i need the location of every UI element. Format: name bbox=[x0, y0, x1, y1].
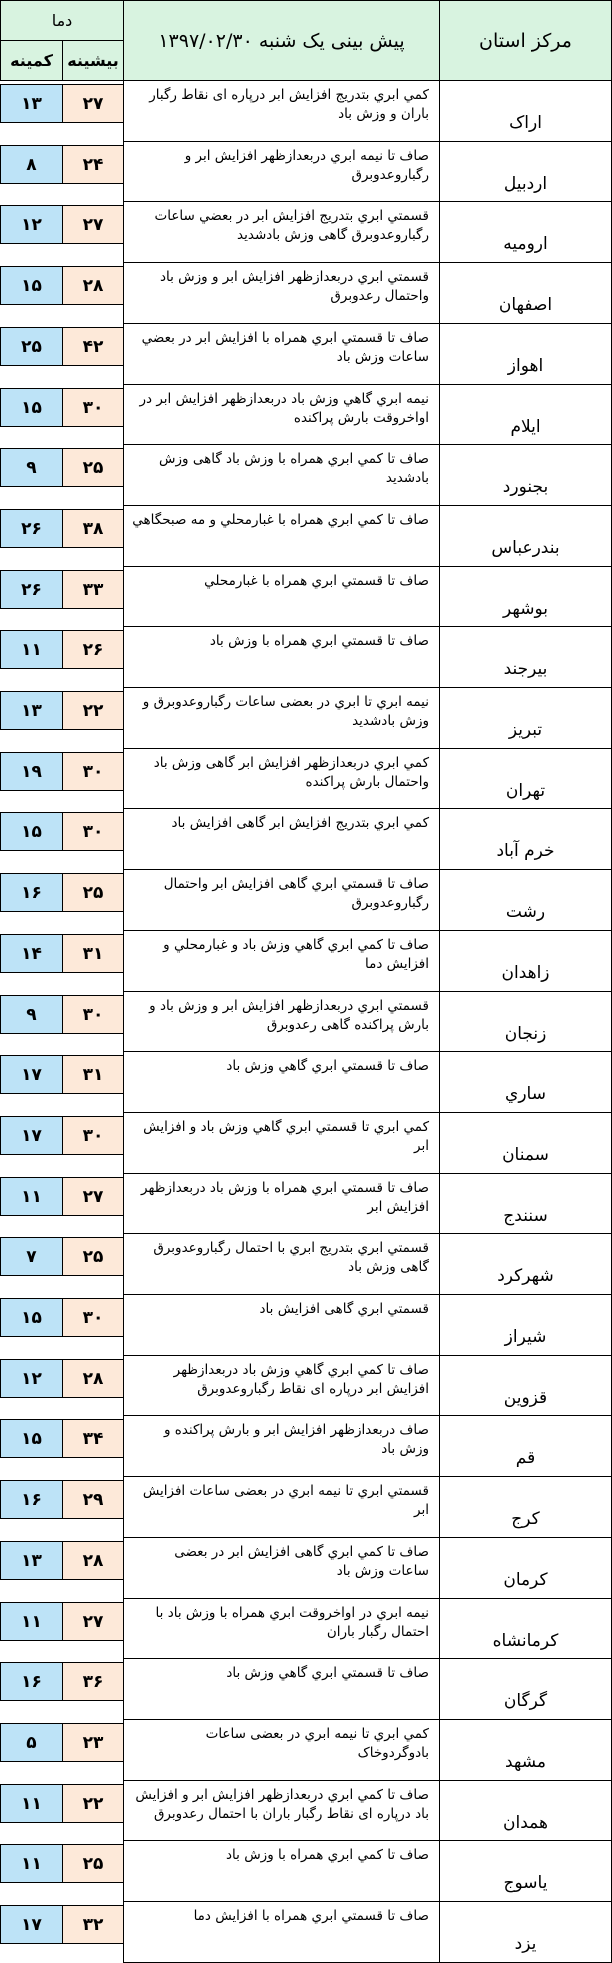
province-city: اردبیل bbox=[439, 141, 612, 202]
min-temperature: ۱۱ bbox=[0, 1784, 63, 1823]
province-city: کرج bbox=[439, 1476, 612, 1538]
min-temperature: ۱۱ bbox=[0, 1177, 63, 1216]
forecast-text: قسمتي ابري بتدريج ابري با احتمال رگباروعدوبرق گاهی وزش باد bbox=[123, 1233, 440, 1295]
province-city: شیراز bbox=[439, 1294, 612, 1356]
province-city: رشت bbox=[439, 869, 612, 931]
province-city: سنندج bbox=[439, 1173, 612, 1234]
province-city: گرگان bbox=[439, 1658, 612, 1720]
header-temperature-label: دما bbox=[51, 11, 73, 30]
min-temperature: ۱۵ bbox=[0, 266, 63, 305]
province-city: ارومیه bbox=[439, 201, 612, 263]
province-city: تبریز bbox=[439, 687, 612, 749]
forecast-text: صاف تا كمي ابري گاهی افزايش ابر در بعضی ساعات وزش باد bbox=[123, 1537, 440, 1599]
max-temperature: ۲۷ bbox=[62, 1602, 124, 1641]
forecast-text: كمي ابري تا نيمه ابري در بعضی ساعات بادوگردوخاک bbox=[123, 1719, 440, 1781]
max-temperature: ۳۳ bbox=[62, 570, 124, 609]
forecast-text: صاف تا قسمتي ابري گاهي وزش باد bbox=[123, 1051, 440, 1113]
province-city: زاهدان bbox=[439, 930, 612, 992]
min-temperature: ۲۶ bbox=[0, 509, 63, 548]
forecast-text: نيمه ابري تا ابري در بعضی ساعات رگباروعدوبرق و وزش بادشديد bbox=[123, 687, 440, 749]
forecast-text: صاف تا كمي ابري همراه با وزش باد گاهی وزش بادشديد bbox=[123, 444, 440, 506]
min-temperature: ۹ bbox=[0, 995, 63, 1034]
max-temperature: ۳۸ bbox=[62, 509, 124, 548]
forecast-text: نيمه ابري در اواخروقت ابري همراه با وزش باد با احتمال رگبار باران bbox=[123, 1598, 440, 1659]
max-temperature: ۳۶ bbox=[62, 1662, 124, 1701]
max-temperature: ۳۰ bbox=[62, 1298, 124, 1337]
forecast-text: صاف تا كمي ابري همراه با غبارمحلي و مه صبحگاهي bbox=[123, 505, 440, 567]
province-city: مشهد bbox=[439, 1719, 612, 1781]
province-city: شهرکرد bbox=[439, 1233, 612, 1295]
max-temperature: ۲۵ bbox=[62, 1844, 124, 1883]
max-temperature: ۲۴ bbox=[62, 145, 124, 184]
forecast-text: صاف تا كمي ابري گاهي وزش باد و غبارمحلي و افزايش دما bbox=[123, 930, 440, 992]
max-temperature: ۳۲ bbox=[62, 1905, 124, 1944]
forecast-text: صاف تا كمي ابري گاهي وزش باد دربعدازظهر افزايش ابر درپاره ای نقاط رگباروعدوبرق bbox=[123, 1355, 440, 1416]
max-temperature: ۲۵ bbox=[62, 448, 124, 487]
min-temperature: ۱۶ bbox=[0, 1480, 63, 1519]
province-city: قزوین bbox=[439, 1355, 612, 1416]
min-temperature: ۱۴ bbox=[0, 934, 63, 973]
max-temperature: ۲۷ bbox=[62, 84, 124, 123]
min-temperature: ۱۱ bbox=[0, 630, 63, 669]
min-temperature: ۱۱ bbox=[0, 1602, 63, 1641]
forecast-text: نيمه ابري گاهي وزش باد دربعدازظهر افزايش ابر در اواخروقت بارش پراکنده bbox=[123, 384, 440, 445]
province-city: کرمانشاه bbox=[439, 1598, 612, 1659]
province-city: ساري bbox=[439, 1051, 612, 1113]
province-city: اراک bbox=[439, 80, 612, 142]
max-temperature: ۳۴ bbox=[62, 1419, 124, 1458]
min-temperature: ۱۷ bbox=[0, 1055, 63, 1094]
forecast-text: صاف دربعدازظهر افزايش ابر و بارش پراكنده و وزش باد bbox=[123, 1415, 440, 1477]
max-temperature: ۳۰ bbox=[62, 388, 124, 427]
header-forecast-label: پیش بینی یک شنبه ۱۳۹۷/۰۲/۳۰ bbox=[158, 29, 405, 52]
min-temperature: ۱۲ bbox=[0, 205, 63, 244]
max-temperature: ۲۲ bbox=[62, 1784, 124, 1823]
min-temperature: ۱۱ bbox=[0, 1844, 63, 1883]
forecast-text: صاف تا قسمتي ابري همراه با افزايش دما bbox=[123, 1901, 440, 1963]
min-temperature: ۱۶ bbox=[0, 1662, 63, 1701]
min-temperature: ۲۵ bbox=[0, 327, 63, 366]
province-city: زنجان bbox=[439, 991, 612, 1052]
min-temperature: ۱۵ bbox=[0, 1298, 63, 1337]
forecast-text: صاف تا قسمتي ابري همراه با افزايش ابر در بعضي ساعات وزش باد bbox=[123, 323, 440, 385]
max-temperature: ۲۸ bbox=[62, 266, 124, 305]
forecast-text: قسمتي ابري تا نيمه ابري در بعضی ساعات افزايش ابر bbox=[123, 1476, 440, 1538]
header-max-column bbox=[62, 40, 124, 81]
province-city: اهواز bbox=[439, 323, 612, 385]
max-temperature: ۳۰ bbox=[62, 1116, 124, 1155]
min-temperature: ۱۶ bbox=[0, 873, 63, 912]
forecast-text: صاف تا قسمتي ابري همراه با وزش باد bbox=[123, 626, 440, 688]
min-temperature: ۹ bbox=[0, 448, 63, 487]
min-temperature: ۱۷ bbox=[0, 1116, 63, 1155]
province-city: تهران bbox=[439, 748, 612, 809]
forecast-text: صاف تا قسمتي ابري همراه با وزش باد دربعدازظهر افزايش ابر bbox=[123, 1173, 440, 1234]
header-forecast-column bbox=[123, 0, 440, 81]
max-temperature: ۲۵ bbox=[62, 1237, 124, 1276]
min-temperature: ۱۳ bbox=[0, 84, 63, 123]
min-temperature: ۱۳ bbox=[0, 1541, 63, 1580]
forecast-text: صاف تا قسمتي ابري گاهي وزش باد bbox=[123, 1658, 440, 1720]
min-temperature: ۱۳ bbox=[0, 691, 63, 730]
forecast-text: صاف تا نيمه ابري دربعدازظهر افزايش ابر و رگباروعدوبرق bbox=[123, 141, 440, 202]
province-city: بوشهر bbox=[439, 566, 612, 627]
max-temperature: ۳۱ bbox=[62, 1055, 124, 1094]
max-temperature: ۴۲ bbox=[62, 327, 124, 366]
header-temperature-group bbox=[0, 0, 124, 41]
province-city: بیرجند bbox=[439, 626, 612, 688]
min-temperature: ۱۹ bbox=[0, 752, 63, 791]
forecast-text: قسمتي ابري دربعدازظهر افزايش ابر و وزش باد واحتمال رعدوبرق bbox=[123, 262, 440, 324]
forecast-text: صاف تا قسمتي ابري همراه با غبارمحلي bbox=[123, 566, 440, 627]
max-temperature: ۲۸ bbox=[62, 1541, 124, 1580]
max-temperature: ۲۷ bbox=[62, 205, 124, 244]
province-city: ایلام bbox=[439, 384, 612, 445]
max-temperature: ۲۶ bbox=[62, 630, 124, 669]
max-temperature: ۳۱ bbox=[62, 934, 124, 973]
forecast-text: كمي ابري تا قسمتي ابري گاهي وزش باد و افزایش ابر bbox=[123, 1112, 440, 1174]
province-city: اصفهان bbox=[439, 262, 612, 324]
min-temperature: ۱۷ bbox=[0, 1905, 63, 1944]
max-temperature: ۲۷ bbox=[62, 1177, 124, 1216]
max-temperature: ۲۲ bbox=[62, 691, 124, 730]
min-temperature: ۱۵ bbox=[0, 388, 63, 427]
forecast-text: صاف تا قسمتي ابري گاهی افزايش ابر واحتمال رگباروعدوبرق bbox=[123, 869, 440, 931]
province-city: همدان bbox=[439, 1780, 612, 1841]
forecast-text: قسمتي ابري بتدريج افزايش ابر در بعضي ساعات رگباروعدوبرق گاهی وزش بادشديد bbox=[123, 201, 440, 263]
min-temperature: ۱۵ bbox=[0, 1419, 63, 1458]
province-city: بجنورد bbox=[439, 444, 612, 506]
forecast-text: كمي ابري بتدريج افزايش ابر گاهی افزایش باد bbox=[123, 808, 440, 870]
forecast-text: كمي ابري دربعدازظهر افزايش ابر گاهی وزش باد واحتمال بارش پراكنده bbox=[123, 748, 440, 809]
forecast-text: صاف تا كمي ابري همراه با وزش باد bbox=[123, 1840, 440, 1902]
forecast-text: صاف تا كمي ابري دربعدازظهر افزايش ابر و افزايش باد درپاره ای نقاط رگبار باران با احتمال رعدوبرق bbox=[123, 1780, 440, 1841]
header-min-column bbox=[0, 40, 63, 81]
province-city: کرمان bbox=[439, 1537, 612, 1599]
forecast-text: قسمتي ابري دربعدازظهر افزايش ابر و وزش باد و بارش پراكنده گاهی رعدوبرق bbox=[123, 991, 440, 1052]
min-temperature: ۲۶ bbox=[0, 570, 63, 609]
min-temperature: ۵ bbox=[0, 1723, 63, 1762]
max-temperature: ۲۹ bbox=[62, 1480, 124, 1519]
max-temperature: ۳۰ bbox=[62, 812, 124, 851]
max-temperature: ۲۵ bbox=[62, 873, 124, 912]
province-city: قم bbox=[439, 1415, 612, 1477]
province-city: سمنان bbox=[439, 1112, 612, 1174]
max-temperature: ۲۳ bbox=[62, 1723, 124, 1762]
min-temperature: ۸ bbox=[0, 145, 63, 184]
max-temperature: ۳۰ bbox=[62, 752, 124, 791]
province-city: بندرعباس bbox=[439, 505, 612, 567]
header-max-label: بیشینه bbox=[67, 51, 119, 70]
header-city-label: مرکز استان bbox=[479, 29, 572, 52]
province-city: یاسوج bbox=[439, 1840, 612, 1902]
min-temperature: ۱۵ bbox=[0, 812, 63, 851]
forecast-text: كمي ابري بتدريج افزايش ابر درپاره ای نقاط رگبار باران و وزش باد bbox=[123, 80, 440, 142]
header-city-column bbox=[439, 0, 612, 81]
min-temperature: ۱۲ bbox=[0, 1359, 63, 1398]
max-temperature: ۳۰ bbox=[62, 995, 124, 1034]
max-temperature: ۲۸ bbox=[62, 1359, 124, 1398]
forecast-text: قسمتي ابري گاهی افزايش باد bbox=[123, 1294, 440, 1356]
header-min-label: کمینه bbox=[10, 51, 53, 70]
province-city: خرم آباد bbox=[439, 808, 612, 870]
min-temperature: ۷ bbox=[0, 1237, 63, 1276]
province-city: یزد bbox=[439, 1901, 612, 1963]
